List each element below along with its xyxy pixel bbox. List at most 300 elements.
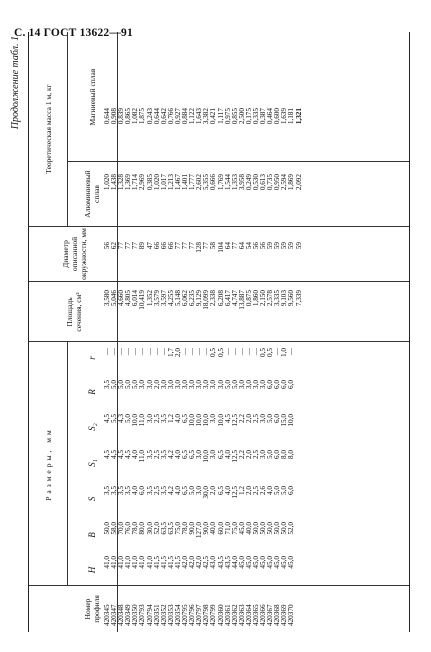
table-cell: 2,578 (266, 290, 275, 307)
table-cell: 0,464 (266, 108, 275, 125)
table-cell: 8,0 (280, 450, 289, 459)
table-cell: 0,644 (103, 108, 111, 125)
table-cell: 2,2 (237, 414, 246, 423)
table-cell: 1,639 (280, 108, 289, 125)
table-cell: — (159, 348, 168, 356)
table-cell: 5,0 (266, 450, 275, 459)
table-cell: 12,5 (230, 486, 239, 499)
table-cell: 4,5 (124, 450, 133, 459)
table-cell: 420361 (223, 604, 232, 626)
table-cell: 30,0 (202, 486, 211, 499)
table-cell: 4,3 (117, 414, 126, 423)
table-cell: 420369 (280, 604, 289, 626)
table-cell: — (124, 348, 133, 356)
table-cell: 50,0 (103, 522, 111, 535)
table-cell: 0,644 (152, 108, 161, 125)
table-cell: 66 (152, 242, 161, 250)
table-cell: 420350 (131, 604, 140, 626)
table-cell: 11,0 (138, 414, 147, 427)
table-cell: 71,0 (223, 522, 232, 535)
table-cell: 90,0 (188, 522, 197, 535)
table-cell: 420351 (152, 604, 161, 626)
table-cell: 41,0 (124, 556, 133, 569)
table-cell: 2,2 (237, 450, 246, 459)
table-cell: 6,0 (273, 380, 282, 389)
col-s1 (104, 450, 296, 476)
table-cell: 420347 (110, 604, 119, 626)
table-cell: 2,969 (138, 174, 147, 191)
table-cell: 1,321 (294, 108, 303, 125)
table-cell: 43,0 (209, 556, 218, 569)
table-cell: 77 (173, 242, 182, 250)
table-cell: 77 (131, 242, 140, 250)
table-cell: 2,0 (209, 486, 218, 495)
table-cell: 77 (181, 242, 190, 250)
table-cell: 0,950 (273, 174, 282, 191)
table-cell: 2,0 (152, 380, 161, 389)
table-cell: 3,0 (209, 450, 218, 459)
table-cell: 6,0 (287, 486, 296, 495)
table-cell: 64 (237, 242, 246, 250)
table-cell: 0,5 (266, 348, 275, 357)
table-cell: 41,0 (138, 556, 147, 569)
table-cell: 3,0 (259, 450, 268, 459)
header-s1: S₁ (86, 459, 97, 467)
table-cell: 42,0 (181, 556, 190, 569)
table-cell: 3,0 (251, 380, 260, 389)
table-cell: 5,148 (173, 290, 182, 307)
table-cell: 10,419 (138, 290, 147, 310)
table-cell: 52,0 (287, 522, 296, 535)
table-cell: 4,0 (173, 414, 182, 423)
table-cell: 420349 (124, 604, 133, 626)
table-cell: 11,0 (138, 450, 147, 463)
table-cell: 127,0 (195, 522, 204, 539)
table-cell: 7,339 (294, 290, 303, 307)
table-cell: 6,0 (273, 414, 282, 423)
table-cell: 1,643 (195, 108, 204, 125)
table-cell: 420360 (216, 604, 225, 626)
table-cell: 3,0 (138, 380, 147, 389)
table-cell: 0,530 (251, 174, 260, 191)
table-cell: 104 (216, 242, 225, 253)
table-cell: 4,805 (124, 290, 133, 307)
table-cell: 0,927 (173, 108, 182, 125)
table-cell: 41,0 (103, 556, 111, 569)
header-area: Площадь сечения, см² (65, 292, 83, 332)
table-cell: 1,860 (251, 290, 260, 307)
table-cell: 1,020 (152, 174, 161, 191)
table-cell: 2,5 (251, 450, 260, 459)
table-cell: 6,062 (181, 290, 190, 307)
table-cell: 5,0 (223, 380, 232, 389)
table-cell: — (273, 348, 282, 356)
col-r-upper (104, 380, 296, 404)
table-cell: 3,0 (159, 380, 168, 389)
table-cell: 2,594 (280, 174, 289, 191)
table-cell: 1,777 (188, 174, 197, 191)
table-cell: 5,355 (202, 174, 211, 191)
table-cell: 18,099 (202, 290, 211, 310)
table-cell: 15,0 (280, 414, 289, 427)
table-cell: 9,103 (280, 290, 289, 307)
table-cell: 420793 (138, 604, 147, 626)
table-cell: 1,2 (237, 486, 246, 495)
table-cell: 4,0 (173, 450, 182, 459)
table-cell: 75,0 (230, 522, 239, 535)
table-cell: 2,092 (294, 174, 303, 191)
table-cell: 2,602 (195, 174, 204, 191)
table-cell: 1,7 (166, 348, 175, 357)
header-magnesium: Магниевый сплав (87, 68, 97, 126)
table-cell: 4,5 (110, 450, 119, 459)
table-cell: — (145, 348, 154, 356)
table-cell: 0,884 (181, 108, 190, 125)
table-cell: 78,0 (131, 522, 140, 535)
table-cell: 3,579 (152, 290, 161, 307)
table-cell: 0,855 (230, 108, 239, 125)
table-cell: 3,0 (195, 486, 204, 495)
table-cell: — (237, 348, 246, 356)
table-cell: 0,613 (259, 174, 268, 191)
table-cell: 12,5 (230, 414, 239, 427)
header-dimensions: Размеры, мм (43, 427, 53, 501)
table-cell: 2,0 (244, 414, 253, 423)
table-cell: 41,5 (159, 556, 168, 569)
header-aluminium: Алюминиевый сплав (83, 170, 101, 218)
table-cell: 3,0 (209, 414, 218, 423)
table-cell: 59 (273, 242, 282, 250)
table-cell: 5,046 (110, 290, 119, 307)
table-cell: 4,0 (223, 486, 232, 495)
table-cell: 3,5 (117, 486, 126, 495)
table-cell: 78,0 (181, 522, 190, 535)
table-cell: 1,352 (145, 290, 154, 307)
col-profile (104, 604, 296, 626)
table-cell: 59 (266, 242, 275, 250)
table-cell: 5,5 (110, 414, 119, 423)
col-b (104, 522, 296, 548)
table-cell: — (117, 348, 126, 356)
table-cell: 10,0 (188, 414, 197, 427)
table-cell: 1,769 (216, 174, 225, 191)
table-cell: 1,020 (103, 174, 111, 191)
table-cell: 41,0 (145, 556, 154, 569)
table-cell: 420367 (266, 604, 275, 626)
table-cell: 58,0 (110, 522, 119, 535)
header-r-lower: r (86, 356, 97, 360)
table-cell: 420796 (188, 604, 197, 626)
table-cell: 3,0 (216, 380, 225, 389)
table-cell: 52,0 (152, 522, 161, 535)
table-cell: 6,235 (188, 290, 197, 307)
table-cell: 1,328 (117, 174, 126, 191)
table-cell: 1,401 (181, 174, 190, 191)
header-r-upper: R (86, 389, 97, 395)
table-cell: 0,642 (159, 108, 168, 125)
table-cell: 5,0 (266, 414, 275, 423)
table-cell: 6,0 (273, 450, 282, 459)
table-cell: 45,0 (287, 556, 296, 569)
table-cell: 4,0 (173, 486, 182, 495)
table-cell: 3,0 (181, 380, 190, 389)
table-cell: 420363 (237, 604, 246, 626)
table-cell: 6,0 (138, 486, 147, 495)
table-cell: 1,082 (131, 108, 140, 125)
table-cell: 4,2 (166, 486, 175, 495)
table-cell: 5,0 (110, 380, 119, 389)
table-cell: 66 (159, 242, 168, 250)
col-r-lower (104, 348, 296, 370)
col-area (104, 290, 303, 332)
table-cell: 420354 (173, 604, 182, 626)
table-cell: 3,5 (110, 486, 119, 495)
table-cell: 420795 (181, 604, 190, 626)
table-cell: 4,5 (117, 450, 126, 459)
table-cell: 50,0 (259, 522, 268, 535)
table-cell: 128 (195, 242, 204, 253)
table-cell: 63,5 (159, 522, 168, 535)
table-cell: 6,0 (280, 380, 289, 389)
col-separator (29, 281, 409, 282)
table-cell: 50,0 (251, 522, 260, 535)
table-cell: 6,014 (131, 290, 140, 307)
table-cell: 1,869 (287, 174, 296, 191)
table-cell: 1,353 (230, 174, 239, 191)
table-cell: 3,0 (195, 380, 204, 389)
table-cell: 3,0 (259, 414, 268, 423)
header-s: S (86, 496, 97, 502)
table-cell: 3,0 (166, 380, 175, 389)
table-cell: 3,5 (159, 486, 168, 495)
table-cell: 6,5 (181, 486, 190, 495)
table-cell: 420794 (145, 604, 154, 626)
table-cell: 0,387 (259, 108, 268, 125)
header-s2: S₂ (86, 423, 97, 431)
table-cell: 10,0 (131, 414, 140, 427)
table-cell: 1,181 (287, 108, 296, 125)
table-cell: 10,0 (216, 414, 225, 427)
table-cell: 6,5 (216, 486, 225, 495)
table-cell: 1,467 (173, 174, 182, 191)
table-cell: 47 (145, 242, 154, 250)
table-cell: 0,249 (244, 174, 253, 191)
table-cell: 3,0 (259, 380, 268, 389)
table-cell: — (230, 348, 239, 356)
table-cell: 3,0 (244, 380, 253, 389)
table-cell: 420365 (251, 604, 260, 626)
table-cell: 89 (138, 242, 147, 250)
table-cell: 50,0 (280, 522, 289, 535)
table-cell: 2,0 (173, 348, 182, 357)
table-cell: 10,0 (287, 414, 296, 427)
table-cell: 5,0 (230, 380, 239, 389)
table-cell: 0,5 (209, 348, 218, 357)
table-cell: 420364 (244, 604, 253, 626)
table-cell: 5,0 (273, 486, 282, 495)
table-cell: 420368 (273, 604, 282, 626)
table-cell: 6,208 (216, 290, 225, 307)
table-cell: 41,5 (152, 556, 161, 569)
table-cell: 45,0 (251, 556, 260, 569)
table-cell: 6,5 (181, 450, 190, 459)
table-cell: 5,0 (188, 486, 197, 495)
table-cell: 0,5 (259, 348, 268, 357)
table-cell: 41,5 (173, 556, 182, 569)
table-cell: — (138, 348, 147, 356)
table-cell: 420348 (117, 604, 126, 626)
table-cell: 4,2 (166, 450, 175, 459)
table-cell: 45,0 (244, 556, 253, 569)
table-cell: 90,0 (202, 522, 211, 535)
table-cell: 2,0 (244, 450, 253, 459)
table-cell: 1,369 (124, 174, 133, 191)
table-cell: 70,0 (117, 522, 126, 535)
table-cell: 1,0 (280, 348, 289, 357)
table-cell: 4,747 (230, 290, 239, 307)
table-cell: 9,129 (195, 290, 204, 307)
table-cell: 77 (124, 242, 133, 250)
table-cell: 3,0 (145, 414, 154, 423)
table-cell: 59 (287, 242, 296, 250)
table-cell: 3,5 (103, 380, 111, 389)
table-cell: 3,5 (145, 486, 154, 495)
table-cell: 5,0 (124, 414, 133, 423)
table-cell: 420362 (230, 604, 239, 626)
col-separator (67, 161, 409, 162)
table-cell: 2,150 (259, 290, 268, 307)
page-header: С. 14 ГОСТ 13622—91 (14, 27, 133, 39)
table-cell: 43,5 (223, 556, 232, 569)
table-cell: 43,5 (216, 556, 225, 569)
header-divider (67, 342, 68, 586)
table-cell: 420797 (195, 604, 204, 626)
table-cell: 3,0 (237, 380, 246, 389)
table-cell: — (223, 348, 232, 356)
table-cell: 0,865 (124, 108, 133, 125)
table-cell: 76,0 (124, 522, 133, 535)
table-cell: 3,0 (209, 380, 218, 389)
table-cell: — (152, 348, 161, 356)
table-cell: 56 (251, 242, 260, 250)
table-cell: 3,5 (159, 414, 168, 423)
table-cell: 6,0 (266, 380, 275, 389)
table-cell: 30,0 (145, 522, 154, 535)
table-cell: — (131, 348, 140, 356)
table-cell: 10,0 (195, 414, 204, 427)
table-cell: 420798 (202, 604, 211, 626)
table-cell: 45,0 (280, 556, 289, 569)
table-cell: 58 (209, 242, 218, 250)
table-cell: 44,0 (230, 556, 239, 569)
table-cell: 80,0 (138, 522, 147, 535)
table-cell: 41,0 (131, 556, 140, 569)
table-cell: 40,0 (244, 522, 253, 535)
table-cell: 6,417 (223, 290, 232, 307)
table-cell: 3,0 (145, 380, 154, 389)
table-cell: 1,875 (138, 108, 147, 125)
table-cell: 0,766 (166, 108, 175, 125)
table-cell: — (202, 348, 211, 356)
table-cell: 5,0 (117, 380, 126, 389)
table-cell: 2,338 (209, 290, 218, 307)
table-cell: 5,0 (131, 380, 140, 389)
table-cell: 0,975 (223, 108, 232, 125)
table-cell: 50,0 (266, 522, 275, 535)
table-cell: 13,887 (237, 290, 246, 310)
table-cell: — (287, 348, 296, 356)
table-cell: 4,255 (166, 290, 175, 307)
table-cell: 45,0 (237, 556, 246, 569)
table-cell: 3,382 (202, 108, 211, 125)
table-cell: 62 (110, 242, 119, 250)
col-magnesium (104, 108, 303, 152)
table-cell: — (244, 348, 253, 356)
table-cell: 4,0 (131, 450, 140, 459)
header-profile-no: Номер профиля (83, 595, 101, 623)
table-cell: 41,5 (166, 556, 175, 569)
table-cell: 3,5 (145, 450, 154, 459)
table-cell: 4,0 (223, 450, 232, 459)
table-caption: Продолжение табл. 1 (10, 36, 21, 130)
table-cell: 420370 (287, 604, 296, 626)
table-cell: 420366 (259, 604, 268, 626)
table-cell: 77 (188, 242, 197, 250)
table-cell: 1,544 (223, 174, 232, 191)
table-cell: 42,0 (195, 556, 204, 569)
table-cell: 3,335 (273, 290, 282, 307)
table-cell: 4,660 (117, 290, 126, 307)
table-cell: 45,0 (273, 556, 282, 569)
col-aluminium (104, 174, 303, 218)
col-separator (29, 226, 409, 227)
col-s (104, 486, 296, 512)
table-cell: 4,0 (266, 486, 275, 495)
table-cell: 1,017 (159, 174, 168, 191)
table-cell: — (181, 348, 190, 356)
table-cell: 41,0 (110, 556, 119, 569)
table-cell: 10,0 (202, 414, 211, 427)
table-cell: 3,5 (124, 486, 133, 495)
table-cell: 4,5 (103, 414, 111, 423)
table-cell: 1,2 (166, 414, 175, 423)
table-cell: 3,0 (173, 380, 182, 389)
table-cell: 3,597 (159, 290, 168, 307)
table-cell: 2,6 (259, 486, 268, 495)
table-cell: 4,0 (131, 486, 140, 495)
table-cell: 9,560 (287, 290, 296, 307)
table-cell: 40,0 (209, 522, 218, 535)
table-cell: 0,5 (216, 348, 225, 357)
table-cell: 2,5 (152, 414, 161, 423)
table-cell: 54 (244, 242, 253, 250)
table-cell: 75,0 (173, 522, 182, 535)
table-cell: 420352 (159, 604, 168, 626)
table-cell: 0,175 (244, 108, 253, 125)
table-cell: 0,666 (209, 174, 218, 191)
table-cell: 3,580 (103, 290, 111, 307)
table-cell: 12,5 (230, 450, 239, 463)
table-cell: 3,0 (202, 380, 211, 389)
header-theoretical-mass: Теоретическая масса 1 м, кг (43, 84, 53, 174)
table-cell: 2,5 (152, 450, 161, 459)
table-cell: 3,5 (159, 450, 168, 459)
table-cell: 0,385 (145, 174, 154, 191)
table-cell: 2,500 (237, 108, 246, 125)
header-h: H (86, 566, 97, 574)
table-cell: 3,5 (103, 486, 111, 495)
table-cell: 50,0 (273, 522, 282, 535)
